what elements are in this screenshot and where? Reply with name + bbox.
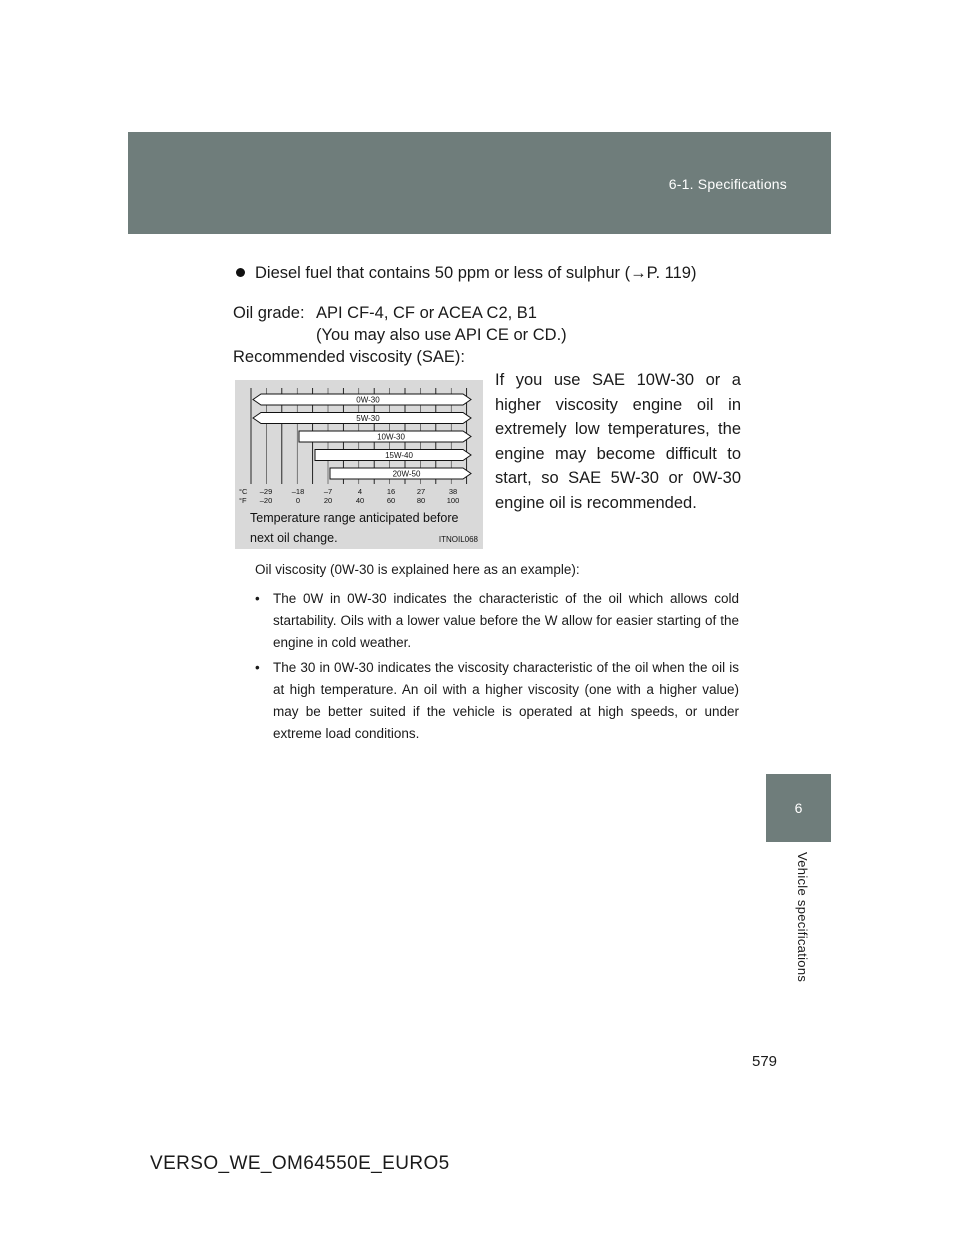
celsius-tick-label: –18 [291,487,305,496]
list-item: • The 30 in 0W-30 indicates the viscosity characteristic of the oil when the oil is at high temperature. An oil with a higher viscosity (one with a higher value) may be better suited if the vehicle is operated at high speeds, or under extreme load conditions. [255,660,739,741]
celsius-tick-label: –7 [323,487,333,496]
fahrenheit-tick-label: –20 [259,496,273,505]
oil-grade-note: (You may also use API CE or CD.) [316,326,567,344]
celsius-tick-label: 27 [416,487,426,496]
oil-grade-value: API CF-4, CF or ACEA C2, B1 [316,304,537,322]
grade-label: 10W-30 [377,432,405,442]
figure-code: ITNOIL068 [438,535,478,544]
viscosity-figure [235,380,483,549]
celsius-tick-label: 38 [448,487,458,496]
page-number: 579 [752,1053,778,1070]
fahrenheit-tick-label: 60 [386,496,396,505]
figure-caption-line-1: Temperature range anticipated before [250,511,459,525]
note-text: The 30 in 0W-30 indicates the viscosity characteristic of the oil when the oil is at high temperature. An oil with a higher viscosity (one with a higher value) may be better suited if the vehicle is operated at high speeds, or under extreme load conditions. [273,660,739,741]
viscosity-advice: If you use SAE 10W-30 or a higher viscosity engine oil in extremely low temperatures, the engine may become difficult to start, so SAE 5W-30 or 0W-30 engine oil is recommended. [495,371,741,512]
grade-label: 5W-30 [356,414,380,423]
list-item: • The 0W in 0W-30 indicates the characteristic of the oil which allows cold startability. Oils with a lower value before the W allow for easier starting of the engine in cold weather. [255,591,739,650]
document-code: VERSO_WE_OM64550E_EURO5 [150,1153,450,1174]
note-text: The 0W in 0W-30 indicates the characteristic of the oil which allows cold startability. Oils with a lower value before the W allow for easier starting of the engine in cold weather. [273,591,739,650]
header-band [128,132,831,234]
notes-title: Oil viscosity (0W-30 is explained here as an example): [255,562,580,577]
celsius-tick-label: 4 [357,487,363,496]
grade-label: 0W-30 [356,395,380,405]
figure-caption-line-2: next oil change. [250,531,338,545]
grade-label: 20W-50 [392,469,421,479]
fahrenheit-tick-label: 40 [355,496,365,505]
fahrenheit-tick-label: 0 [295,496,301,505]
fuel-bullet-text: Diesel fuel that contains 50 ppm or less of sulphur (→P. 119) [255,264,697,282]
celsius-tick-label: –29 [259,487,273,496]
fahrenheit-tick-label: 20 [323,496,333,505]
section-title: 6-1. Specifications [668,176,787,192]
notes-list [255,588,739,748]
grade-label: 15W-40 [385,451,413,460]
fahrenheit-tick-label: 100 [446,496,460,505]
celsius-unit: °C [239,487,248,496]
viscosity-heading: Recommended viscosity (SAE): [233,348,465,366]
bullet-icon [236,268,245,277]
chapter-title: Vehicle specifications [795,852,810,983]
fahrenheit-tick-label: 80 [416,496,426,505]
figure-caption [250,508,458,548]
chapter-tab: 6 [766,774,831,842]
oil-grade-label: Oil grade: [233,304,305,322]
celsius-tick-label: 16 [386,487,396,496]
fahrenheit-unit: °F [239,496,247,505]
fuel-bullet [236,262,696,284]
